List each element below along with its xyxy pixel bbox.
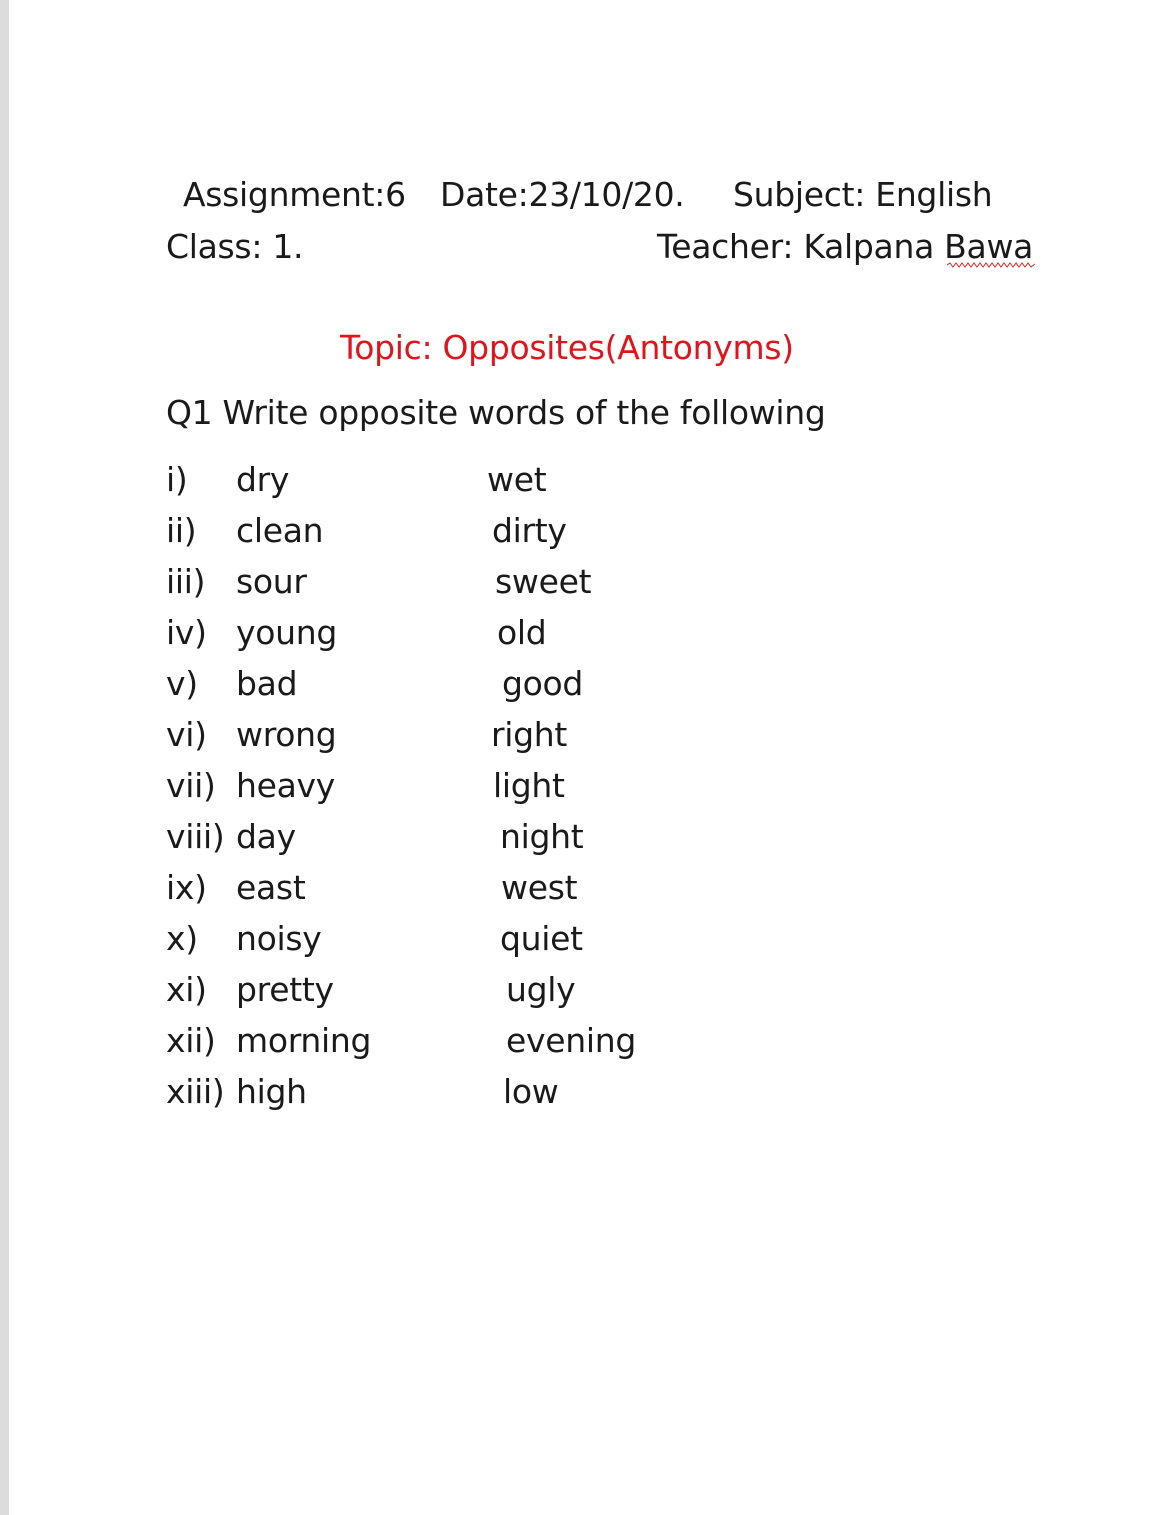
item-number: v) <box>166 664 198 703</box>
assignment-date: Date:23/10/20. <box>440 175 685 214</box>
list-item <box>9 460 709 500</box>
list-item <box>9 1072 709 1112</box>
item-opposite: light <box>493 766 565 805</box>
item-opposite: good <box>502 664 584 703</box>
item-word: east <box>236 868 306 907</box>
item-opposite: right <box>491 715 568 754</box>
document-page <box>9 0 1162 1515</box>
list-item <box>9 970 709 1010</box>
item-number: x) <box>166 919 198 958</box>
item-number: vii) <box>166 766 216 805</box>
item-opposite: quiet <box>500 919 583 958</box>
spellcheck-underline <box>947 262 1035 268</box>
item-number: xiii) <box>166 1072 225 1111</box>
item-number: viii) <box>166 817 225 856</box>
subject-label: Subject: English <box>733 175 993 214</box>
list-item <box>9 817 709 857</box>
assignment-number: Assignment:6 <box>183 175 406 214</box>
item-word: high <box>236 1072 307 1111</box>
item-word: day <box>236 817 296 856</box>
item-word: young <box>236 613 337 652</box>
item-number: xii) <box>166 1021 216 1060</box>
item-word: bad <box>236 664 298 703</box>
topic-heading: Topic: Opposites(Antonyms) <box>340 328 794 367</box>
item-number: i) <box>166 460 188 499</box>
list-item <box>9 562 709 602</box>
teacher-label: Teacher: Kalpana Bawa <box>657 227 1034 266</box>
item-opposite: evening <box>506 1021 636 1060</box>
item-word: pretty <box>236 970 334 1009</box>
list-item <box>9 664 709 704</box>
item-word: dry <box>236 460 290 499</box>
item-word: heavy <box>236 766 335 805</box>
item-opposite: night <box>500 817 584 856</box>
list-item <box>9 868 709 908</box>
item-number: ii) <box>166 511 197 550</box>
question-text: Q1 Write opposite words of the following <box>166 393 826 432</box>
item-number: ix) <box>166 868 207 907</box>
item-number: iii) <box>166 562 206 601</box>
item-opposite: old <box>497 613 547 652</box>
page-edge <box>0 0 9 1515</box>
item-opposite: low <box>503 1072 559 1111</box>
list-item <box>9 919 709 959</box>
item-word: clean <box>236 511 324 550</box>
item-word: morning <box>236 1021 372 1060</box>
item-number: xi) <box>166 970 207 1009</box>
list-item <box>9 766 709 806</box>
item-number: vi) <box>166 715 207 754</box>
item-opposite: dirty <box>492 511 567 550</box>
item-number: iv) <box>166 613 207 652</box>
class-label: Class: 1. <box>166 227 304 266</box>
list-item <box>9 1021 709 1061</box>
item-opposite: sweet <box>495 562 592 601</box>
item-opposite: ugly <box>506 970 576 1009</box>
item-word: noisy <box>236 919 322 958</box>
list-item <box>9 715 709 755</box>
item-opposite: west <box>501 868 578 907</box>
item-word: sour <box>236 562 307 601</box>
item-word: wrong <box>236 715 337 754</box>
list-item <box>9 511 709 551</box>
list-item <box>9 613 709 653</box>
item-opposite: wet <box>487 460 547 499</box>
